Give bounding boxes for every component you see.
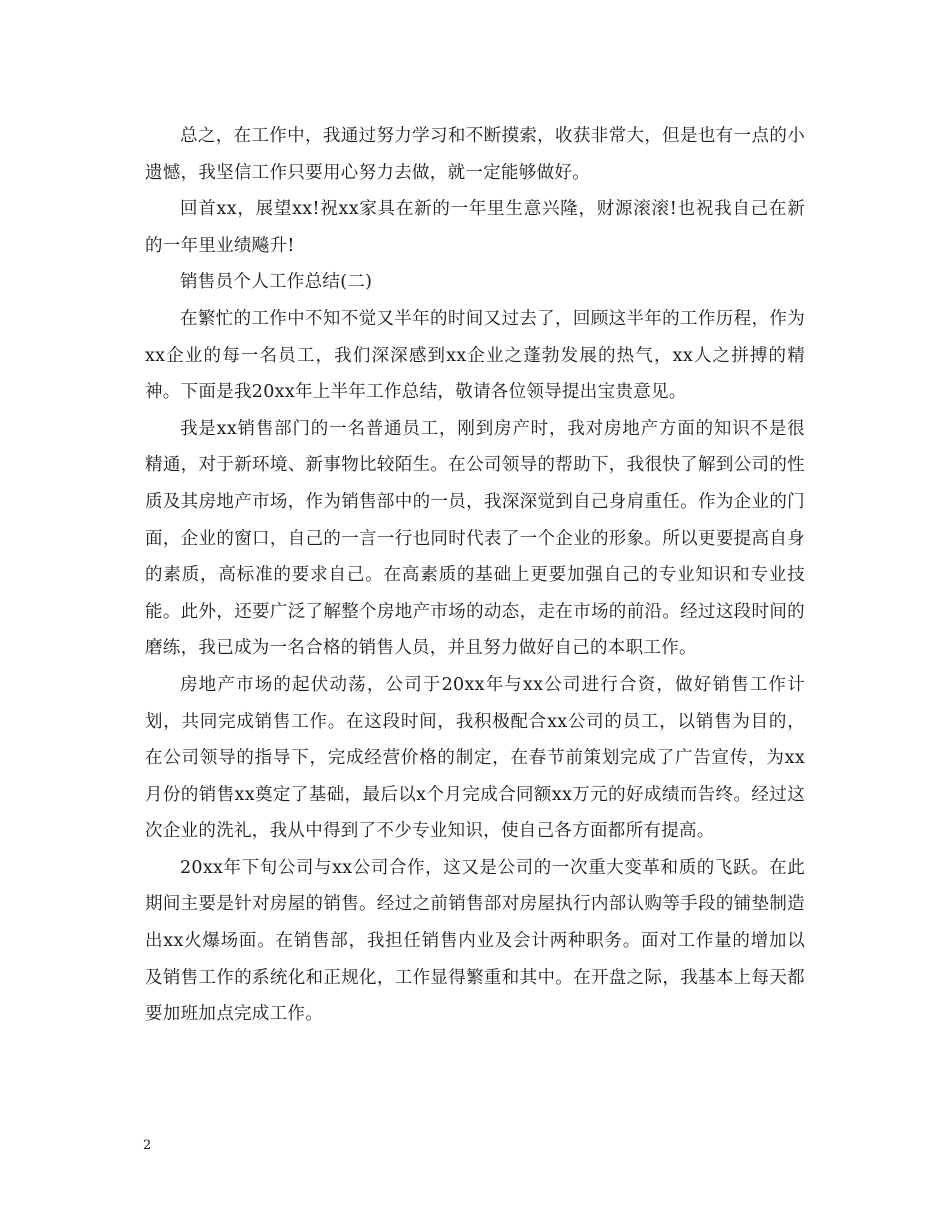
document-body — [145, 118, 805, 1033]
paragraph-conclusion: 总之，在工作中，我通过努力学习和不断摸索，收获非常大，但是也有一点的小遗憾，我坚信工作只要用心努力去做，就一定能够做好。 — [145, 126, 805, 183]
paragraph-joint-venture: 房地产市场的起伏动荡，公司于20xx年与xx公司进行合资，做好销售工作计划，共同完成销售工作。在这段时间，我积极配合xx公司的员工，以销售为目的，在公司领导的指导下，完成经营价格的制定，在春节前策划完成了广告宣传，为xx月份的销售xx奠定了基础，最后以x个月完成合同额xx万元的好成绩而告终。经过这次企业的洗礼，我从中得到了不少专业知识，使自己各方面都所有提高。 — [145, 674, 805, 842]
page-number: 2 — [143, 1138, 152, 1153]
paragraph-self-introduction: 我是xx销售部门的一名普通员工，刚到房产时，我对房地产方面的知识不是很精通，对于新环境、新事物比较陌生。在公司领导的帮助下，我很快了解到公司的性质及其房地产市场，作为销售部中的一员，我深深觉到自己身肩重任。作为企业的门面，企业的窗口，自己的一言一行也同时代表了一个企业的形象。所以更要提高自身的素质，高标准的要求自己。在高素质的基础上更要加强自己的专业知识和专业技能。此外，还要广泛了解整个房地产市场的动态，走在市场的前沿。经过这段时间的磨练，我已成为一名合格的销售人员，并且努力做好自己的本职工作。 — [145, 418, 805, 659]
section-heading: 销售员个人工作总结(二) — [180, 272, 373, 293]
paragraph-intro: 在繁忙的工作中不知不觉又半年的时间又过去了，回顾这半年的工作历程，作为xx企业的每一名员工，我们深深感到xx企业之蓬勃发展的热气，xx人之拼搏的精神。下面是我20xx年上半年工作总结，敬请各位领导提出宝贵意见。 — [145, 308, 805, 403]
paragraph-cooperation: 20xx年下旬公司与xx公司合作，这又是公司的一次重大变革和质的飞跃。在此期间主要是针对房屋的销售。经过之前销售部对房屋执行内部认购等手段的铺垫制造出xx火爆场面。在销售部，我担任销售内业及会计两种职务。面对工作量的增加以及销售工作的系统化和正规化，工作显得繁重和其中。在开盘之际，我基本上每天都要加班加点完成工作。 — [145, 857, 805, 1025]
paragraph-new-year-wishes: 回首xx，展望xx!祝xx家具在新的一年里生意兴隆，财源滚滚!也祝我自己在新的一年里业绩飚升! — [145, 199, 805, 256]
